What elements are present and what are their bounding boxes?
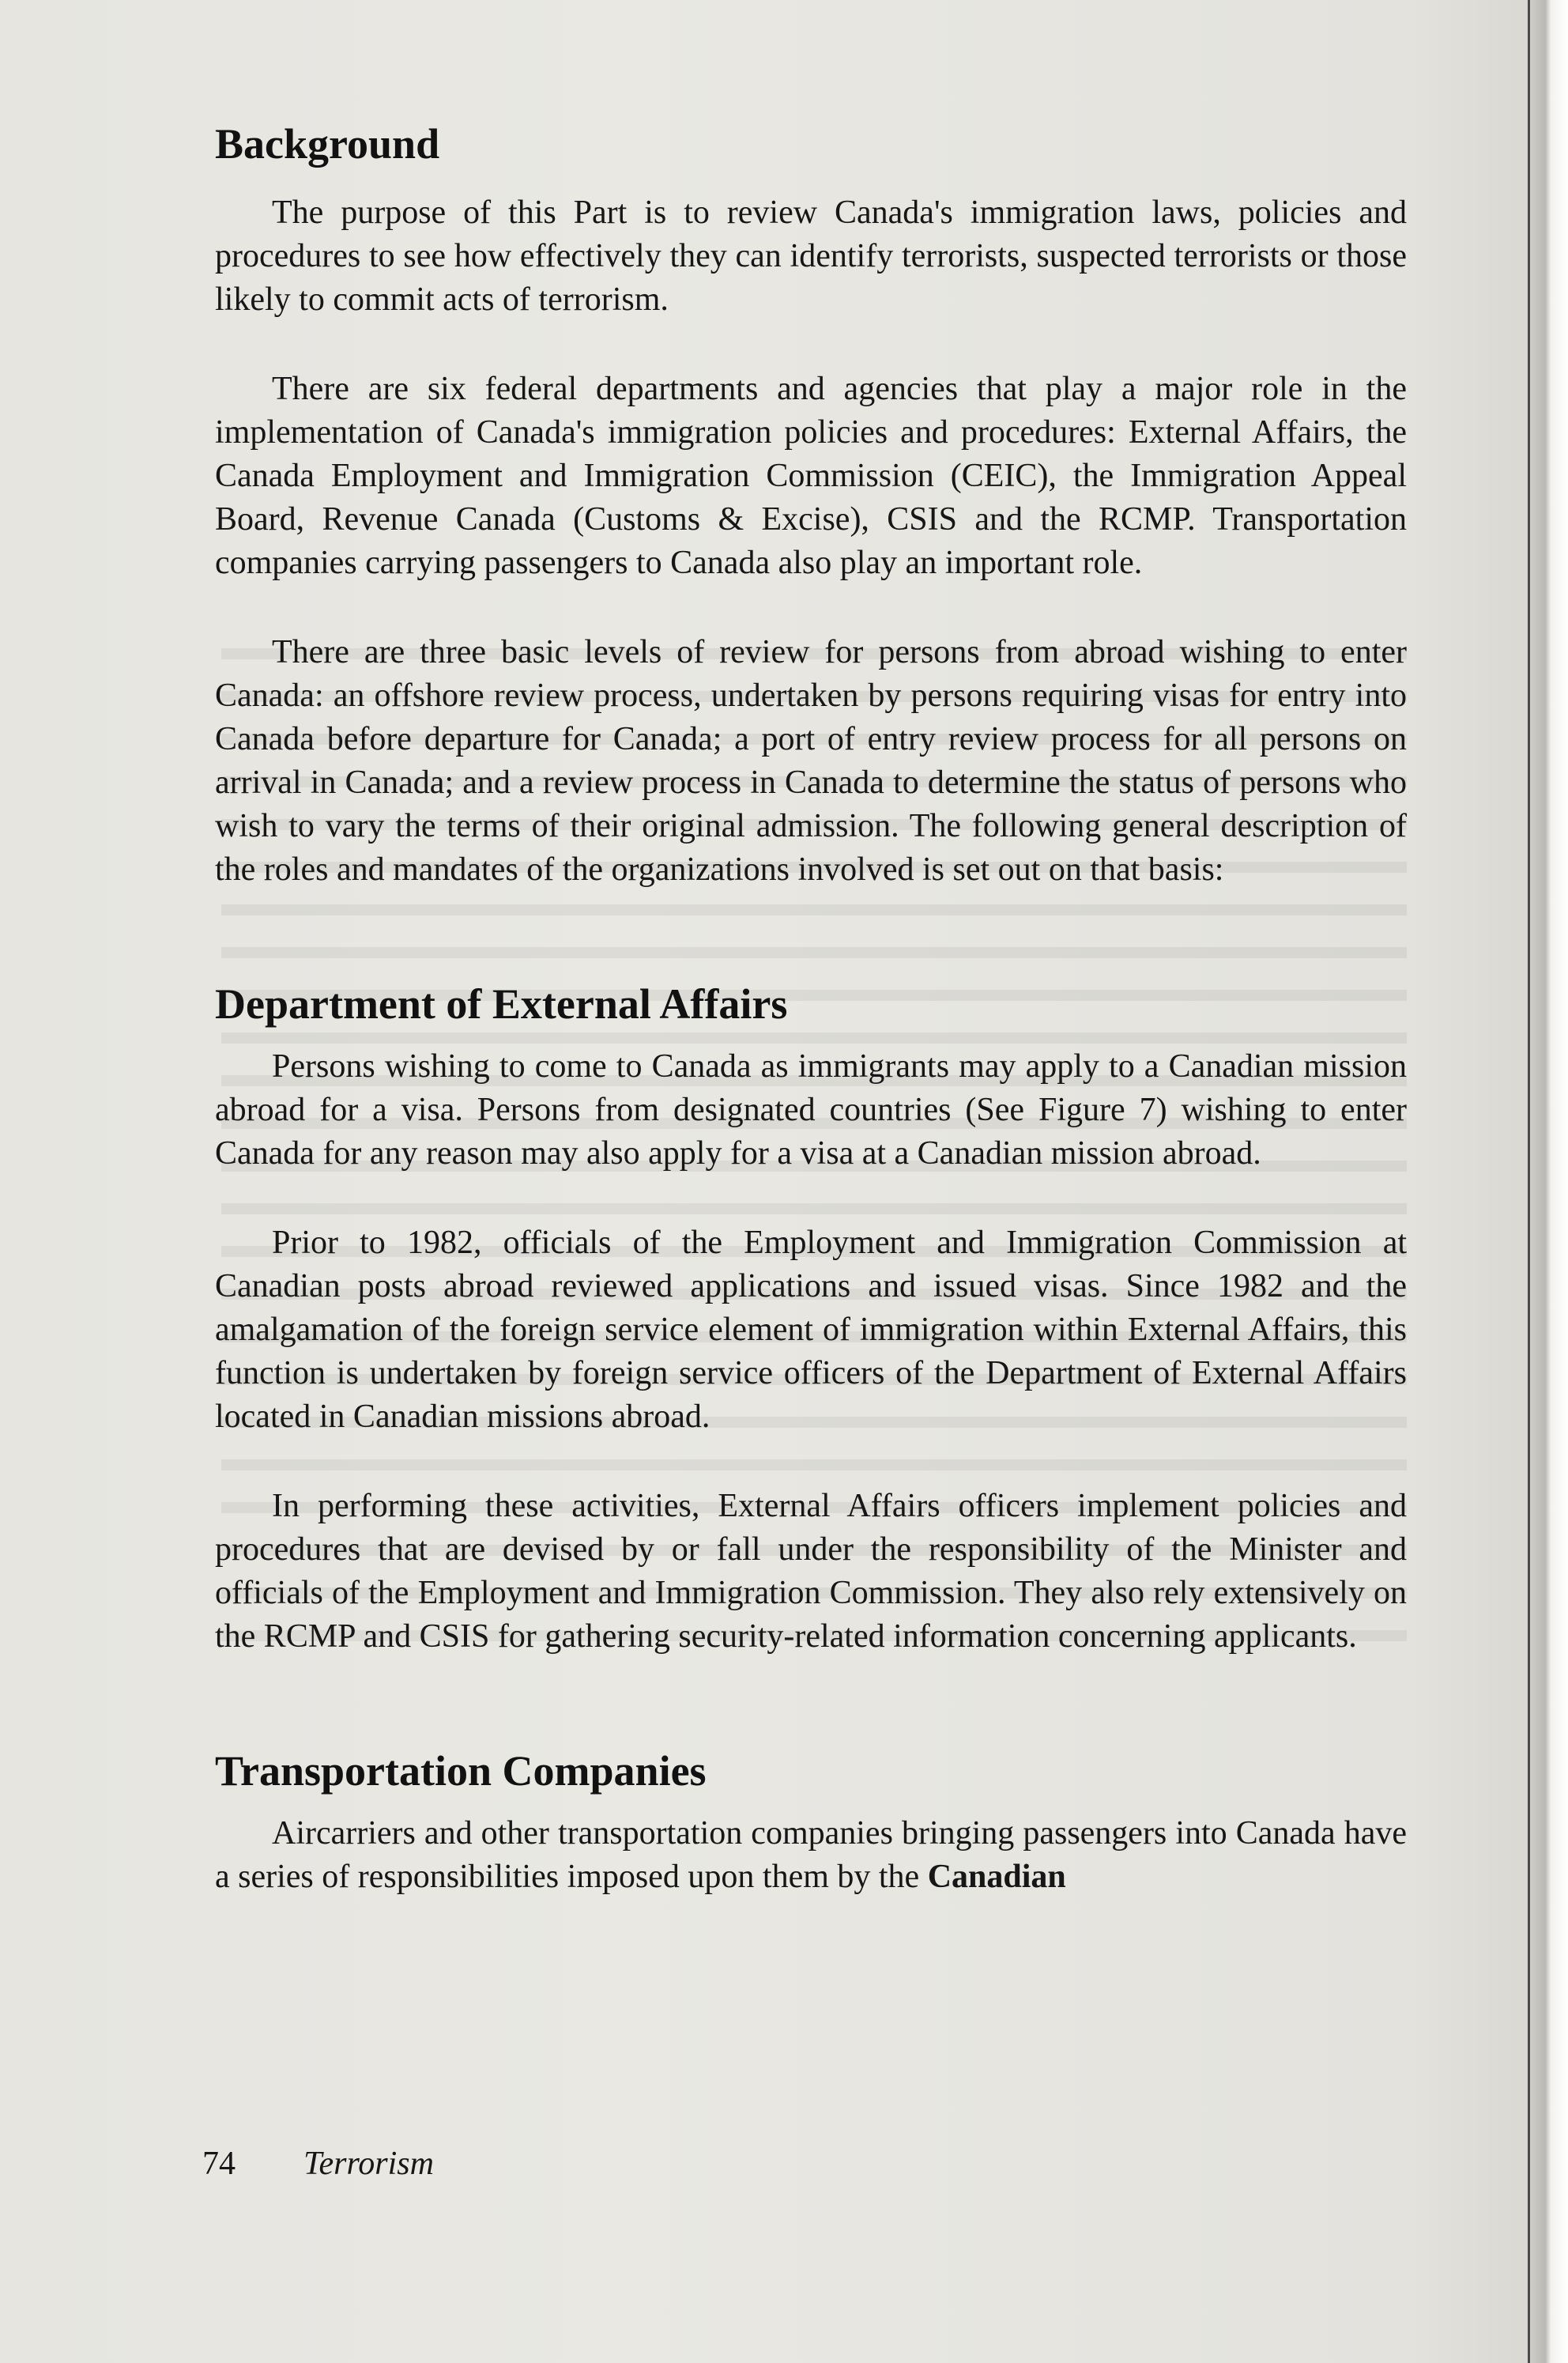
paragraph: Persons wishing to come to Canada as immigrants may apply to a Canadian mission abroad for a visa. Persons from designated countries (See Figure 7) wishing to enter Canada for any reason may also apply for a visa at a Canadian mission abroad.	[215, 1048, 1407, 1172]
paragraph: In performing these activities, External Affairs officers implement policies and procedures that are devised by or fall under the responsibility of the Minister and officials of the Employment and Immigration Commission. They also rely extensively on the RCMP and CSIS for gathering security-related information concerning applicants.	[215, 1488, 1407, 1655]
page-footer	[202, 2144, 434, 2184]
page-edge-binding	[1528, 0, 1568, 2363]
running-title: Terrorism	[303, 2146, 434, 2182]
paragraph-text: Aircarriers and other transportation companies bringing passengers into Canada have a series of responsibilities imposed upon them by the	[215, 1815, 1407, 1895]
heading-background: Background	[215, 120, 440, 168]
paragraph: Prior to 1982, officials of the Employment and Immigration Commission at Canadian posts abroad reviewed applications and issued visas. Since 1982 and the amalgamation of the foreign service element of immigration within External Affairs, this function is undertaken by foreign service officers of the Department of External Affairs located in Canadian missions abroad.	[215, 1225, 1407, 1435]
page-number: 74	[202, 2146, 236, 2182]
paragraph: There are six federal departments and agencies that play a major role in the implementation of Canada's immigration policies and procedures: External Affairs, the Canada Employment and Immigration Commission (CEIC), the Immigration Appeal Board, Revenue Canada (Customs & Excise), CSIS and the RCMP. Transportation companies carrying passengers to Canada also play an important role.	[215, 371, 1407, 581]
paragraph: The purpose of this Part is to review Canada's immigration laws, policies and procedures to see how effectively they can identify terrorists, suspected terrorists or those likely to commit acts of terrorism.	[215, 194, 1407, 318]
page-content	[215, 119, 1407, 1899]
heading-transportation-companies: Transportation Companies	[215, 1747, 707, 1795]
bold-term: Canadian	[927, 1859, 1066, 1895]
paragraph: There are three basic levels of review for persons from abroad wishing to enter Canada: an offshore review process, undertaken by persons requiring visas for entry into Canada before departure for Canada; a port of entry review process for all persons on arrival in Canada; and a review process in Canada to determine the status of persons who wish to vary the terms of their original admission. The following general description of the roles and mandates of the organizations involved is set out on that basis:	[215, 634, 1407, 888]
paragraph-truncated	[215, 1812, 1407, 1899]
heading-department-of-external-affairs: Department of External Affairs	[215, 980, 788, 1028]
